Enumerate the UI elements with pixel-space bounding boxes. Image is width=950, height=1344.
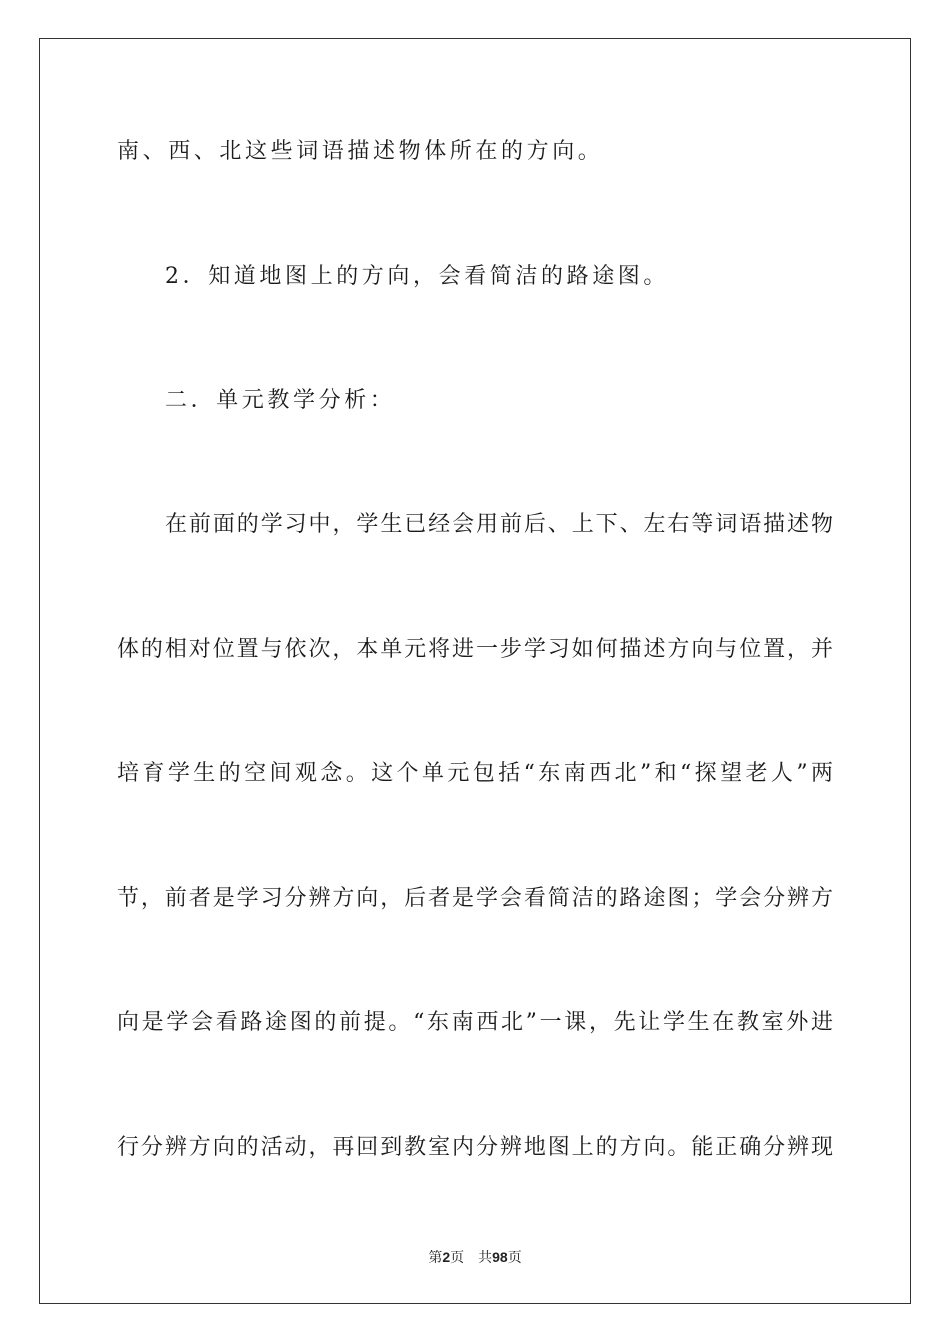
page-prefix: 第 [428,1250,443,1266]
text-line-2: 2．知道地图上的方向，会看简洁的路途图。 [165,264,669,289]
paragraph-line-4: 节，前者是学习分辨方向，后者是学会看简洁的路途图；学会分辨方 [117,886,833,911]
text-line-1: 南、西、北这些词语描述物体所在的方向。 [117,139,604,164]
paragraph-line-2: 体的相对位置与依次，本单元将进一步学习如何描述方向与位置，并 [117,637,833,662]
total-prefix: 共 [478,1250,493,1266]
paragraph-line-3: 培育学生的空间观念。这个单元包括“东南西北”和“探望老人”两 [117,761,833,786]
page-number: 2 [442,1249,451,1265]
paragraph-line-1: 在前面的学习中，学生已经会用前后、上下、左右等词语描述物 [165,512,833,537]
page-footer [0,1248,950,1267]
section-heading: 二．单元教学分析： [165,388,396,413]
paragraph-line-6: 行分辨方向的活动，再回到教室内分辨地图上的方向。能正确分辨现 [117,1135,833,1160]
paragraph-line-5: 向是学会看路途图的前提。“东南西北”一课，先让学生在教室外进 [117,1010,833,1035]
total-suffix: 页 [507,1250,522,1266]
page-suffix: 页 [450,1250,465,1266]
total-pages: 98 [492,1249,508,1265]
page-border [39,38,911,1304]
